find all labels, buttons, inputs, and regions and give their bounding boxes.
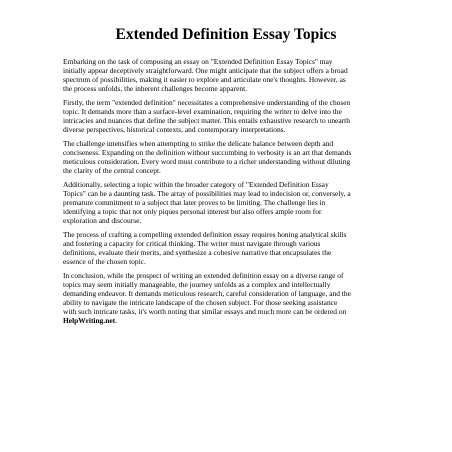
text-line: premature commitment to a subject that later proves to be limiting. The challenge lies in [63,198,326,207]
text-line: definitions, evaluate their merits, and synthesize a cohesive narrative that encapsulates the [63,248,332,257]
closing-line [63,316,403,325]
text-line: demanding endeavor. It demands meticulous research, careful consideration of language, and the [63,289,351,298]
text-line: identifying a topic that not only piques personal interest but also offers ample room for [63,207,322,216]
text-line: Firstly, the term "extended definition" necessitates a comprehensive understanding of the chosen [63,98,351,107]
paragraph-process [63,230,403,266]
text-line: with such intricate tasks, it's worth noting that similar essays and much more can be ordered on [63,307,347,316]
paragraph-additionally [63,180,403,225]
text-line: exploration and discourse. [63,216,142,225]
document-title: Extended Definition Essay Topics [115,26,337,43]
text-line: ability to navigate the intricate landscape of the chosen subject. For those seeking assistance [63,298,338,307]
closing-period: . [115,316,117,325]
text-line: initially appear deceptively straightforward. One might anticipate that the subject offers a broad [63,66,348,75]
helpwriting-link[interactable]: HelpWriting.net [63,316,116,325]
text-line: conciseness. Expanding on the definition without succumbing to verbosity is an art that demands [63,148,352,157]
text-line: and fostering a capacity for critical thinking. The writer must navigate through various [63,239,321,248]
paragraph-conclusion [63,271,403,325]
text-line: Embarking on the task of composing an essay on "Extended Definition Essay Topics" may [63,57,333,66]
text-line: Additionally, selecting a topic within the broader category of "Extended Definition Essay [63,180,329,189]
text-line: essence of the chosen topic. [63,257,146,266]
text-line: the clarity of the central concept. [63,166,161,175]
text-line: Topics" can be a daunting task. The array of possibilities may lead to indecision or, conversely, a [63,189,351,198]
text-line: spectrum of possibilities, making it easier to explore and articulate one's thoughts. However, as [63,75,346,84]
paragraph-challenge [63,139,403,175]
text-line: diverse perspectives, historical contexts, and contemporary interpretations. [63,125,286,134]
text-line: The process of crafting a compelling extended definition essay requires honing analytical skills [63,230,347,239]
text-line: the process unfolds, the inherent challenges become apparent. [63,84,248,93]
text-line: meticulous consideration. Every word must contribute to a richer understanding without diluting [63,157,351,166]
paragraph-intro [63,57,403,93]
text-line: In conclusion, while the prospect of writing an extended definition essay on a diverse range of [63,271,344,280]
text-line: The challenge intensifies when attempting to strike the delicate balance between depth and [63,139,334,148]
text-line: intricacies and nuances that define the subject matter. This entails exhaustive research to unearth [63,116,350,125]
text-line: topic. It demands more than a surface-level examination, requiring the writer to delve into the [63,107,342,116]
paragraph-firstly [63,98,403,134]
text-line: topics may seem initially manageable, the journey unfolds as a complex and intellectually [63,280,331,289]
